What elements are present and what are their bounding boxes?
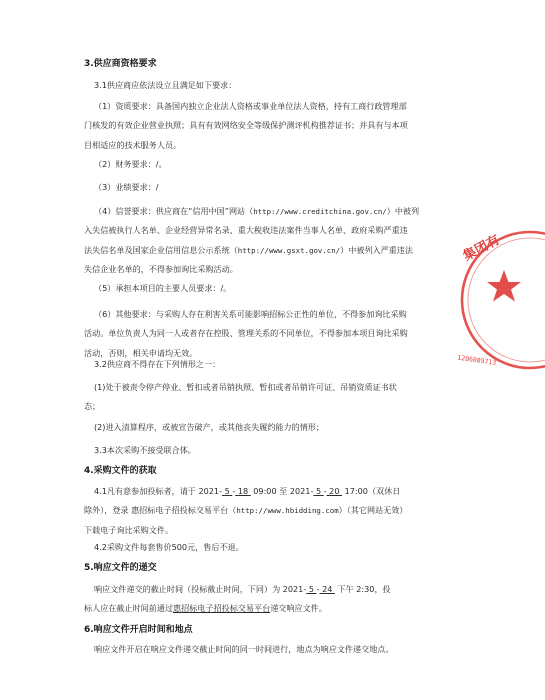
deadline-month: 5 bbox=[308, 584, 314, 594]
deadline-day: 24 bbox=[322, 584, 333, 594]
paragraph-3-2: 3.2供应商不得存在下列情形之一： bbox=[94, 359, 221, 369]
credit-requirement-paragraph: （4）信誉要求：供应商在“信用中国”网站（http://www.creditchina.gov.cn/）中被列 入失信被执行人名单、企业经营异常名录、重大税收违法案件当事人名单、政府采购严重违 法失信名单及国家企业信用信息公示系统（http://www.gsxt.gov.cn/）中被列入严重违法 失信企业名单的，不得参加询比采购活动。 bbox=[84, 206, 420, 275]
seal-text: 集团有 bbox=[461, 232, 503, 265]
paragraph-4-2: 4.2采购文件每套售价500元，售后不退。 bbox=[94, 542, 244, 552]
seal-digits: 1206089713 bbox=[456, 353, 497, 367]
start-month: 5 bbox=[224, 486, 230, 496]
submission-paragraph: 响应文件递交的截止时间（投标截止时间，下同）为 2021- 5 - 24 下午 2:30，投 标人应在截止时间前通过惠招标电子招投标交易平台递交响应文件。 bbox=[84, 584, 391, 614]
section-4-heading: 4.采购文件的获取 bbox=[84, 466, 157, 476]
section-5-heading: 5.响应文件的递交 bbox=[84, 563, 157, 573]
platform-link: 惠招标电子招投标交易平台 bbox=[173, 603, 271, 614]
section-3-heading: 3.供应商资格要求 bbox=[84, 59, 157, 69]
qualification-paragraph: （1）资质要求：具备国内独立企业法人资格或事业单位法人资格，持有工商行政管理部 门核发的有效企业营业执照；具有有效网络安全等级保护测评机构推荐证书；并具有与本项 目相适应的技术服务人员。 bbox=[84, 101, 408, 150]
finance-requirement: （2）财务要求：/。 bbox=[94, 159, 167, 169]
other-requirement-paragraph: （6）其他要求：与采购人存在利害关系可能影响招标公正性的单位，不得参加询比采购 活动。单位负责人为同一人或者存在控股、管理关系的不同单位，不得参加本项目询比采购 活动，否则，相关申请均无效。 bbox=[84, 309, 408, 358]
paragraph-3-1: 3.1供应商应依法设立且满足如下要求： bbox=[94, 80, 237, 90]
performance-requirement: （3）业绩要求：/ bbox=[94, 182, 159, 192]
paragraph-4-1: 4.1凡有意参加投标者，请于 2021- 5 - 18 09:00 至 2021- 5 - 20 17:00（双休日 除外），登录 惠招标电子招投标交易平台（http://www.hbidding.com）（其它网站无效） 下载电子询比采购文件。 bbox=[84, 486, 408, 535]
end-day: 20 bbox=[329, 486, 340, 496]
company-seal-stamp bbox=[455, 220, 545, 400]
gsxt-url: http://www.gsxt.gov.cn/ bbox=[237, 245, 341, 255]
staff-requirement: （5）承担本项目的主要人员要求：/。 bbox=[94, 283, 232, 293]
end-month: 5 bbox=[315, 486, 322, 496]
paragraph-3-3: 3.3本次采购不接受联合体。 bbox=[94, 445, 196, 455]
creditchina-url: http://www.creditchina.gov.cn/ bbox=[253, 207, 387, 216]
seal-star-icon bbox=[487, 270, 521, 302]
hbidding-url: http://www.hbidding.com bbox=[236, 506, 339, 516]
exclusion-case-2: (2)进入清算程序，或被宣告破产，或其他丧失履约能力的情形； bbox=[94, 422, 324, 432]
start-day: 18 bbox=[237, 486, 249, 496]
exclusion-case-1: (1)处于被责令停产停业、暂扣或者吊销执照、暂扣或者吊销许可证、吊销资质证书状 态； bbox=[84, 382, 397, 412]
opening-paragraph: 响应文件开启在响应文件递交截止时间的同一时间进行，地点为响应文件递交地点。 bbox=[94, 644, 394, 654]
section-6-heading: 6.响应文件开启时间和地点 bbox=[84, 625, 193, 635]
